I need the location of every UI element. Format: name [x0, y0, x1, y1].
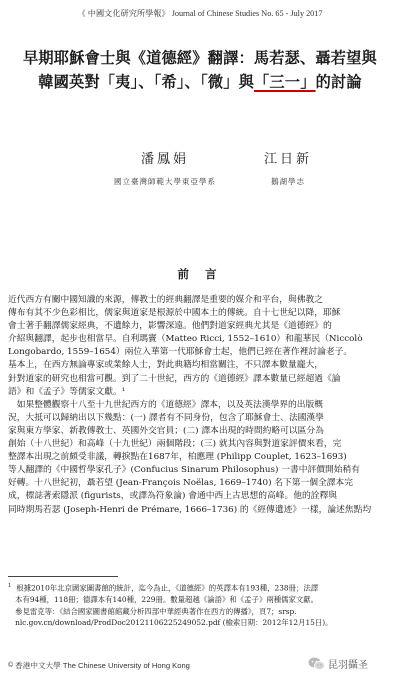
body-line: 整譯本出現之前頗受非議，轉捩點在1687年，柏應理 (Philipp Couplet, 1623–1693)	[8, 452, 347, 463]
body-line: 傳布有其不少色彩相比，儒家與道家是根源於中國本土的傳統。自十七世紀以降，耶穌	[8, 308, 341, 319]
footnote-text: 參見雷克等：《結合國家圖書館館藏分析四部中華經典著作在西方的傳播》，頁7；srsp.	[15, 606, 297, 616]
author-block	[0, 148, 400, 194]
footnote-line	[8, 617, 392, 629]
watermark	[308, 654, 368, 672]
footnote-text: nlc.gov.cn/download/ProdDoc20121106225249052.pdf (檢索日期：2012年12月15日)。	[15, 618, 333, 628]
body-line: 家與東方學家、新教傳教士、英國外交官員；(二) 譯本出現的時間約略可以區分為	[8, 425, 324, 436]
body-line: 近代西方有關中國知識的來源，傳教士的經典翻譯是重要的媒介和平台，與佛教之	[8, 295, 323, 305]
body-line: 同時期馬若瑟 (Joseph-Henri de Prémare, 1666–1736) 的《經傳遺迹》一樣，論述焦點均	[8, 504, 372, 515]
title-line-1: 早期耶穌會士與《道德經》翻譯：馬若瑟、聶若望與	[23, 49, 377, 67]
body-line: 基本上，在西方無論專家或業餘人士，對此典籍均相當關注，不只譯本數量龐大，	[8, 360, 323, 371]
body-line: 語》和《孟子》等儒家文獻。¹	[8, 386, 126, 397]
copyright-icon: ©	[8, 662, 14, 669]
body-line: Longobardo, 1559–1654）兩位入華第一代耶穌會士起，他們已經在著作裡討論老子。	[8, 347, 353, 358]
running-header: 《 中國文化研究所學報》 Journal of Chinese Studies No. 65 - July 2017	[77, 9, 323, 18]
wechat-icon	[308, 656, 325, 670]
body-line: 如果整體觀察十八至十九世紀西方的《道德經》譯本，以及英法漢學界的出版概	[8, 399, 323, 410]
author-name: 江日新	[263, 152, 312, 167]
author-name: 潘鳳娟	[140, 152, 189, 167]
author-2	[228, 148, 348, 187]
footnote-line	[8, 594, 392, 606]
copyright-footer	[8, 660, 190, 671]
footnote-text: 根據2010年北京國家圖書館的統計，迄今為止，《道德經》的英譯本有193種，238冊；法譯	[16, 583, 319, 593]
body-line: 會士著手翻譯儒家經典，不遺餘力，影響深遠。他們對道家經典尤其是《道德經》的	[8, 321, 332, 332]
author-1	[95, 148, 235, 187]
section-heading: 前 言	[177, 267, 223, 281]
body-line: 成，標誌著索隱派 (figurists，或譯為符象論) 會通中西上古思想的高峰。他的詮釋與	[8, 491, 337, 502]
footnote-divider	[8, 576, 118, 577]
title-line-2-end: 的討論	[315, 73, 362, 91]
title-line-2-text: 韓國英對「夷」、「希」、「微」與	[38, 73, 255, 91]
footnote-line	[8, 581, 392, 594]
article-title	[12, 46, 388, 94]
watermark-text: 昆羽攝圣	[328, 659, 368, 671]
footnote-line	[8, 606, 392, 618]
copyright-text: 香港中文大學 The Chinese University of Hong Kong	[15, 661, 190, 670]
body-line: 等人翻譯的《中國哲學家孔子》(Confucius Sinarum Philosophus) 一書中評價開始稍有	[8, 465, 360, 476]
title-underlined-term: 「三一」	[254, 73, 316, 91]
body-line: 介紹與翻譯，起步也相當早。自利瑪竇（Matteo Ricci, 1552–1610）和龍華民（Niccolò	[8, 334, 363, 345]
title-line-2	[12, 70, 388, 94]
body-line: 好轉。十八世紀初，聶若望 (Jean-François Noëlas, 1669–1740) 名下第一個全譯本完	[8, 478, 354, 489]
body-text	[8, 294, 392, 517]
footnote-text: 本有94種，118冊；德譯本有140種，229冊。數量超越《論語》和《孟子》兩種儒家文獻。	[15, 595, 319, 605]
footnote-marker: 1	[8, 583, 12, 589]
author-affiliation: 國立臺灣師範大學東亞學系	[114, 177, 216, 186]
body-line: 針對道家的研究也相當可觀。到了二十世紀，西方的《道德經》譯本數量已經超過《論	[8, 373, 341, 384]
body-line: 況，大抵可以歸納出以下幾點：(一) 譯者有不同身份，包含了耶穌會士、法國漢學	[8, 412, 324, 423]
footnote	[8, 581, 392, 629]
author-affiliation: 鵝湖學志	[271, 177, 305, 186]
body-line: 創始（十八世紀）和高峰（十九世紀）兩個階段；(三) 就其內容與對道家評價來看，完	[8, 439, 342, 450]
